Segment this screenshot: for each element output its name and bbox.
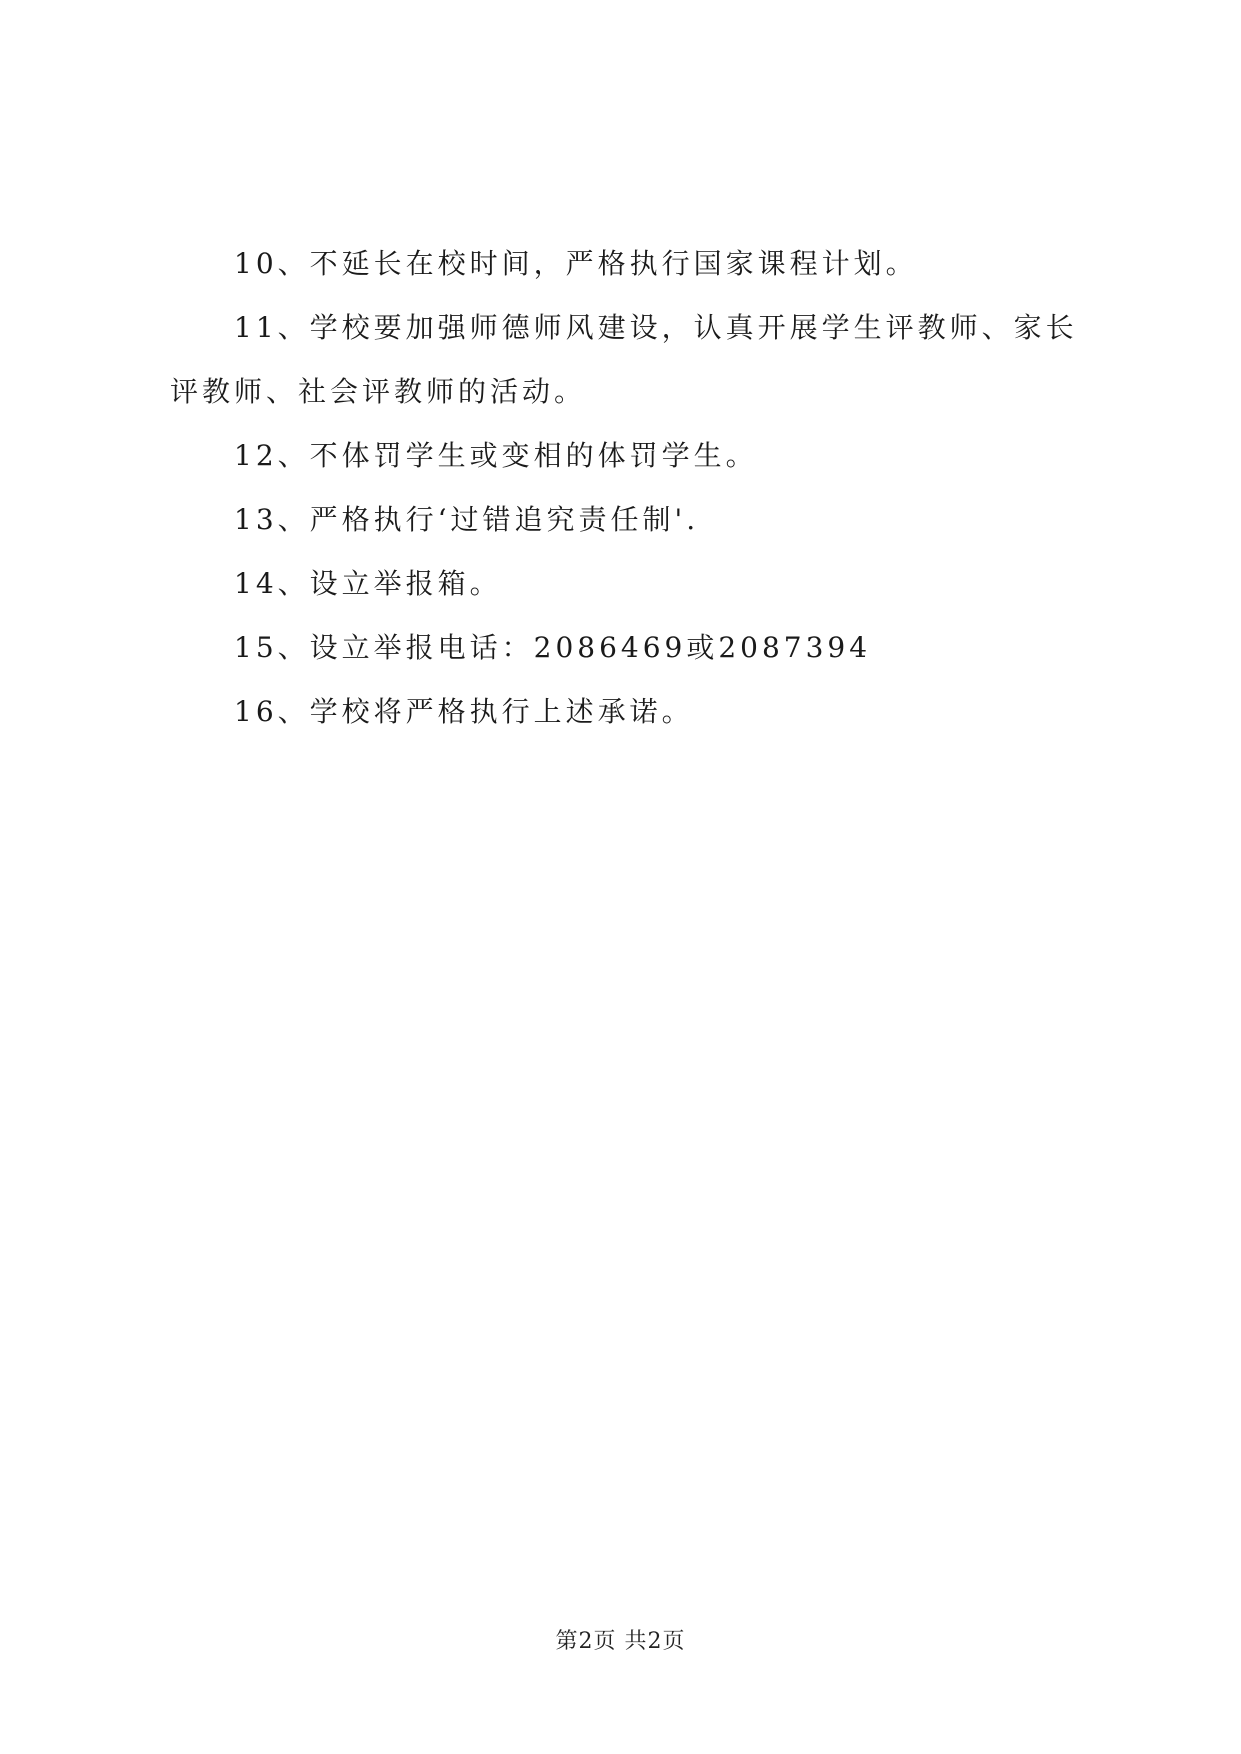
- paragraph-item-16: 16、学校将严格执行上述承诺。: [234, 695, 694, 728]
- paragraph-item-12: 12、不体罚学生或变相的体罚学生。: [234, 439, 758, 472]
- document-body: [170, 232, 1090, 744]
- paragraph-item-13: 13、严格执行‘过错追究责任制'.: [234, 503, 700, 536]
- paragraph-item-10: 10、不延长在校时间，严格执行国家课程计划。: [234, 247, 918, 280]
- paragraph-item-14: 14、设立举报箱。: [234, 567, 502, 600]
- page-footer: 第2页 共2页: [555, 1629, 686, 1654]
- paragraph-item-11: 11、学校要加强师德师风建设，认真开展学生评教师、家长评教师、社会评教师的活动。: [170, 311, 1078, 408]
- paragraph-item-15: 15、设立举报电话：2086469或2087394: [234, 631, 872, 664]
